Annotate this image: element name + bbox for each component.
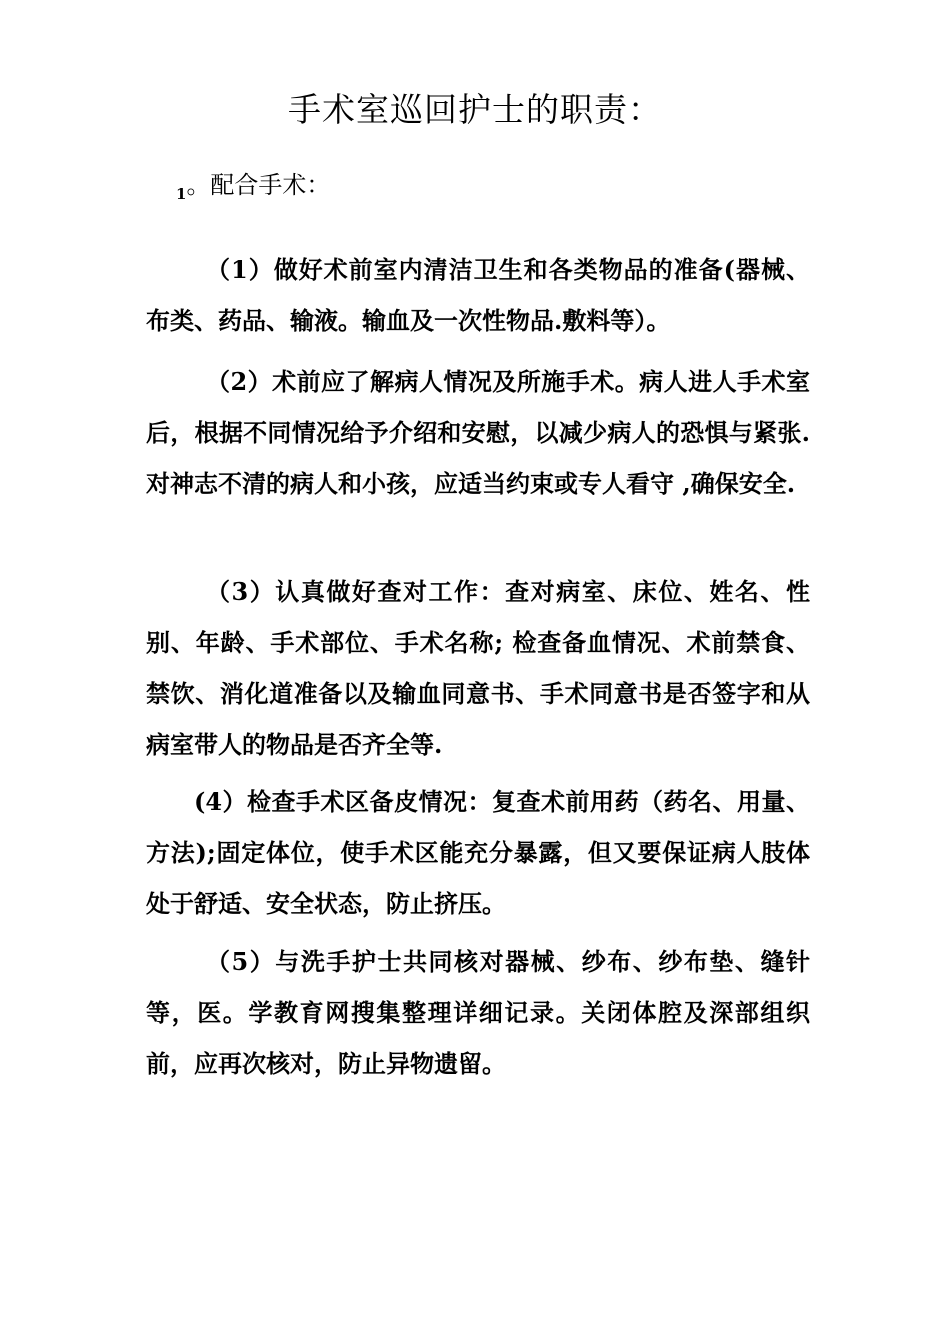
paragraph-3: （3）认真做好查对工作：查对病室、床位、姓名、性别、年龄、手术部位、手术名称; 检查备血情况、术前禁食、禁饮、消化道准备以及输血同意书、手术同意书是否签字和从病室带人的物品是否齐全等. — [146, 577, 810, 759]
section-heading — [176, 168, 330, 211]
section-label: 。配合手术： — [186, 171, 331, 199]
paragraph-2: （2）术前应了解病人情况及所施手术。病人进人手术室后，根据不同情况给予介绍和安慰，以减少病人的恐惧与紧张.对神志不清的病人和小孩，应适当约束或专人看守 ,确保安全. — [146, 367, 810, 498]
paragraph-4: (4）检查手术区备皮情况：复查术前用药（药名、用量、方法);固定体位，使手术区能充分暴露，但又要保证病人肢体处于舒适、安全状态，防止挤压。 — [146, 787, 810, 918]
paragraph-5: （5）与洗手护士共同核对器械、纱布、纱布垫、缝针等，医。学教育网搜集整理详细记录。关闭体腔及深部组织前，应再次核对，防止异物遗留。 — [146, 947, 810, 1078]
paragraph-1: （1）做好术前室内清洁卫生和各类物品的准备(器械、布类、药品、输液。输血及一次性物品.敷料等）。 — [146, 255, 810, 335]
document-title: 手术室巡回护士的职责： — [288, 90, 662, 129]
section-number: 1 — [176, 185, 187, 203]
